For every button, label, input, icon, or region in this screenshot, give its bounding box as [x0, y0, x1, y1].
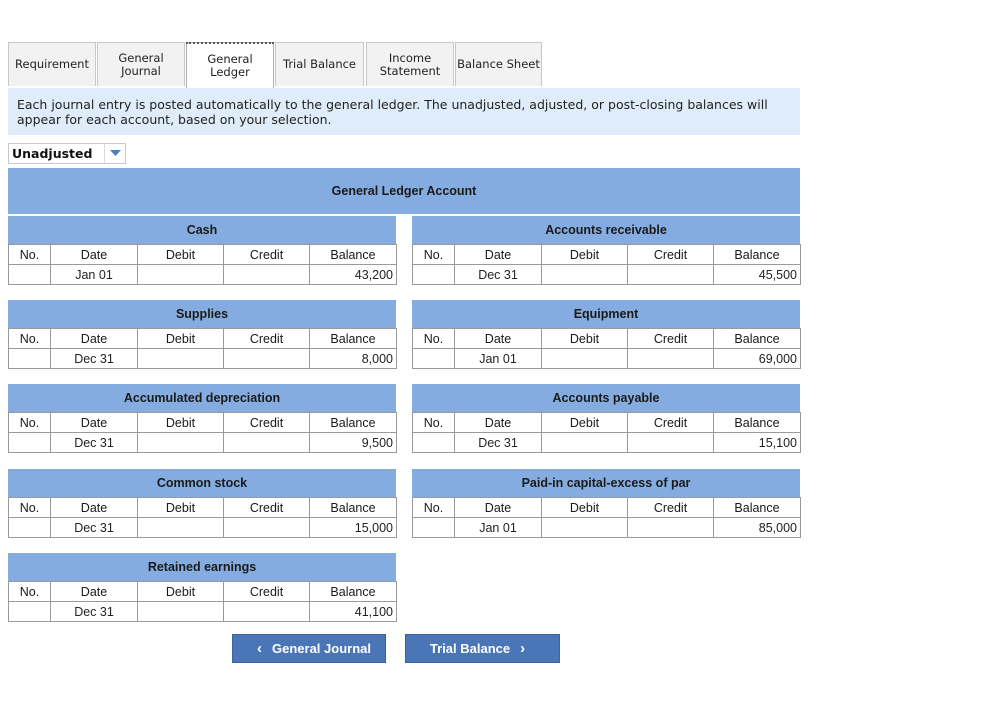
- col-debit: Debit: [542, 329, 628, 349]
- cell-debit: [138, 433, 224, 453]
- col-debit: Debit: [542, 413, 628, 433]
- cell-debit: [542, 433, 628, 453]
- col-balance: Balance: [714, 245, 801, 265]
- col-credit: Credit: [628, 245, 714, 265]
- col-credit: Credit: [224, 245, 310, 265]
- ledger-account: [412, 216, 800, 285]
- col-debit: Debit: [138, 413, 224, 433]
- cell-balance: 8,000: [310, 349, 397, 369]
- col-credit: Credit: [224, 413, 310, 433]
- header-row: [9, 498, 397, 518]
- ledger-account: [412, 300, 800, 369]
- cell-no: [413, 349, 455, 369]
- col-debit: Debit: [138, 582, 224, 602]
- col-date: Date: [51, 245, 138, 265]
- header-row: [9, 413, 397, 433]
- ledger-account: [8, 384, 396, 453]
- account-table: [8, 412, 397, 453]
- cell-credit: [628, 265, 714, 285]
- header-row: [413, 413, 801, 433]
- cell-date: Jan 01: [51, 265, 138, 285]
- ledger-title: General Ledger Account: [8, 168, 800, 214]
- table-row: [413, 349, 801, 369]
- tab-income-statement[interactable]: Income Statement: [366, 42, 454, 86]
- account-title: Common stock: [8, 469, 396, 497]
- cell-date: Dec 31: [455, 265, 542, 285]
- table-row: [9, 349, 397, 369]
- chevron-left-icon: ‹: [257, 640, 262, 657]
- header-row: [9, 329, 397, 349]
- ledger-account: [412, 384, 800, 453]
- account-title: Accounts payable: [412, 384, 800, 412]
- col-debit: Debit: [138, 329, 224, 349]
- tab-requirement[interactable]: Requirement: [8, 42, 96, 86]
- cell-no: [9, 602, 51, 622]
- account-table: [8, 581, 397, 622]
- ledger-account: [8, 300, 396, 369]
- cell-balance: 41,100: [310, 602, 397, 622]
- cell-balance: 85,000: [714, 518, 801, 538]
- prev-general-journal-button[interactable]: [232, 634, 386, 663]
- account-table: [8, 497, 397, 538]
- col-date: Date: [51, 498, 138, 518]
- col-no: No.: [413, 413, 455, 433]
- table-row: [9, 602, 397, 622]
- header-row: [413, 329, 801, 349]
- cell-date: Dec 31: [51, 349, 138, 369]
- cell-debit: [542, 518, 628, 538]
- cell-credit: [628, 433, 714, 453]
- ledger-account: [412, 469, 800, 538]
- cell-credit: [224, 433, 310, 453]
- account-title: Equipment: [412, 300, 800, 328]
- col-balance: Balance: [714, 498, 801, 518]
- col-balance: Balance: [714, 329, 801, 349]
- account-title: Accumulated depreciation: [8, 384, 396, 412]
- cell-balance: 15,100: [714, 433, 801, 453]
- col-date: Date: [51, 582, 138, 602]
- cell-date: Dec 31: [455, 433, 542, 453]
- header-row: [9, 582, 397, 602]
- col-credit: Credit: [628, 498, 714, 518]
- cell-balance: 69,000: [714, 349, 801, 369]
- cell-date: Jan 01: [455, 349, 542, 369]
- col-debit: Debit: [138, 245, 224, 265]
- cell-date: Jan 01: [455, 518, 542, 538]
- account-title: Supplies: [8, 300, 396, 328]
- balance-type-select[interactable]: [8, 143, 126, 164]
- cell-no: [413, 518, 455, 538]
- cell-credit: [224, 518, 310, 538]
- prev-button-label: General Journal: [272, 641, 371, 656]
- ledger-account: [8, 216, 396, 285]
- chevron-down-icon[interactable]: [104, 144, 125, 163]
- cell-no: [9, 433, 51, 453]
- cell-no: [413, 265, 455, 285]
- cell-credit: [628, 349, 714, 369]
- table-row: [413, 433, 801, 453]
- col-credit: Credit: [224, 582, 310, 602]
- col-no: No.: [9, 498, 51, 518]
- cell-balance: 15,000: [310, 518, 397, 538]
- col-date: Date: [455, 413, 542, 433]
- cell-date: Dec 31: [51, 602, 138, 622]
- cell-debit: [138, 265, 224, 285]
- balance-type-value: Unadjusted: [12, 146, 93, 161]
- table-row: [413, 265, 801, 285]
- col-balance: Balance: [310, 413, 397, 433]
- col-no: No.: [413, 498, 455, 518]
- cell-date: Dec 31: [51, 433, 138, 453]
- next-trial-balance-button[interactable]: [405, 634, 560, 663]
- cell-date: Dec 31: [51, 518, 138, 538]
- cell-credit: [224, 349, 310, 369]
- cell-debit: [138, 518, 224, 538]
- col-no: No.: [9, 413, 51, 433]
- col-date: Date: [455, 498, 542, 518]
- tab-trial-balance[interactable]: Trial Balance: [275, 42, 364, 86]
- next-button-label: Trial Balance: [429, 641, 511, 656]
- col-debit: Debit: [542, 498, 628, 518]
- tab-balance-sheet[interactable]: Balance Sheet: [455, 42, 542, 86]
- cell-no: [9, 265, 51, 285]
- col-credit: Credit: [628, 329, 714, 349]
- account-title: Retained earnings: [8, 553, 396, 581]
- col-balance: Balance: [310, 329, 397, 349]
- col-date: Date: [51, 413, 138, 433]
- cell-balance: 43,200: [310, 265, 397, 285]
- table-row: [9, 433, 397, 453]
- header-row: [413, 498, 801, 518]
- table-row: [413, 518, 801, 538]
- col-balance: Balance: [310, 582, 397, 602]
- cell-no: [9, 349, 51, 369]
- header-row: [9, 245, 397, 265]
- header-row: [413, 245, 801, 265]
- cell-debit: [542, 349, 628, 369]
- col-debit: Debit: [542, 245, 628, 265]
- col-credit: Credit: [224, 329, 310, 349]
- account-title: Paid-in capital-excess of par: [412, 469, 800, 497]
- col-date: Date: [455, 245, 542, 265]
- col-credit: Credit: [224, 498, 310, 518]
- tab-general-journal[interactable]: General Journal: [97, 42, 185, 86]
- table-row: [9, 518, 397, 538]
- col-credit: Credit: [628, 413, 714, 433]
- cell-no: [413, 433, 455, 453]
- col-date: Date: [51, 329, 138, 349]
- col-no: No.: [9, 245, 51, 265]
- col-no: No.: [9, 329, 51, 349]
- ledger-account: [8, 553, 396, 622]
- cell-credit: [224, 265, 310, 285]
- col-no: No.: [413, 329, 455, 349]
- account-table: [412, 244, 801, 285]
- account-title: Cash: [8, 216, 396, 244]
- cell-debit: [138, 602, 224, 622]
- account-table: [412, 328, 801, 369]
- cell-balance: 45,500: [714, 265, 801, 285]
- col-no: No.: [9, 582, 51, 602]
- cell-no: [9, 518, 51, 538]
- account-table: [412, 412, 801, 453]
- cell-balance: 9,500: [310, 433, 397, 453]
- col-balance: Balance: [310, 245, 397, 265]
- tab-general-ledger[interactable]: General Ledger: [186, 42, 274, 88]
- cell-debit: [138, 349, 224, 369]
- instructions-text: Each journal entry is posted automatically to the general ledger. The unadjusted, adjusted, or post-closing balances will appear for each account, based on your selection.: [8, 88, 800, 135]
- col-debit: Debit: [138, 498, 224, 518]
- table-row: [9, 265, 397, 285]
- cell-credit: [224, 602, 310, 622]
- chevron-right-icon: ›: [520, 640, 526, 657]
- col-date: Date: [455, 329, 542, 349]
- col-balance: Balance: [310, 498, 397, 518]
- ledger-account: [8, 469, 396, 538]
- account-table: [412, 497, 801, 538]
- cell-debit: [542, 265, 628, 285]
- account-title: Accounts receivable: [412, 216, 800, 244]
- account-table: [8, 328, 397, 369]
- account-table: [8, 244, 397, 285]
- col-balance: Balance: [714, 413, 801, 433]
- col-no: No.: [413, 245, 455, 265]
- cell-credit: [628, 518, 714, 538]
